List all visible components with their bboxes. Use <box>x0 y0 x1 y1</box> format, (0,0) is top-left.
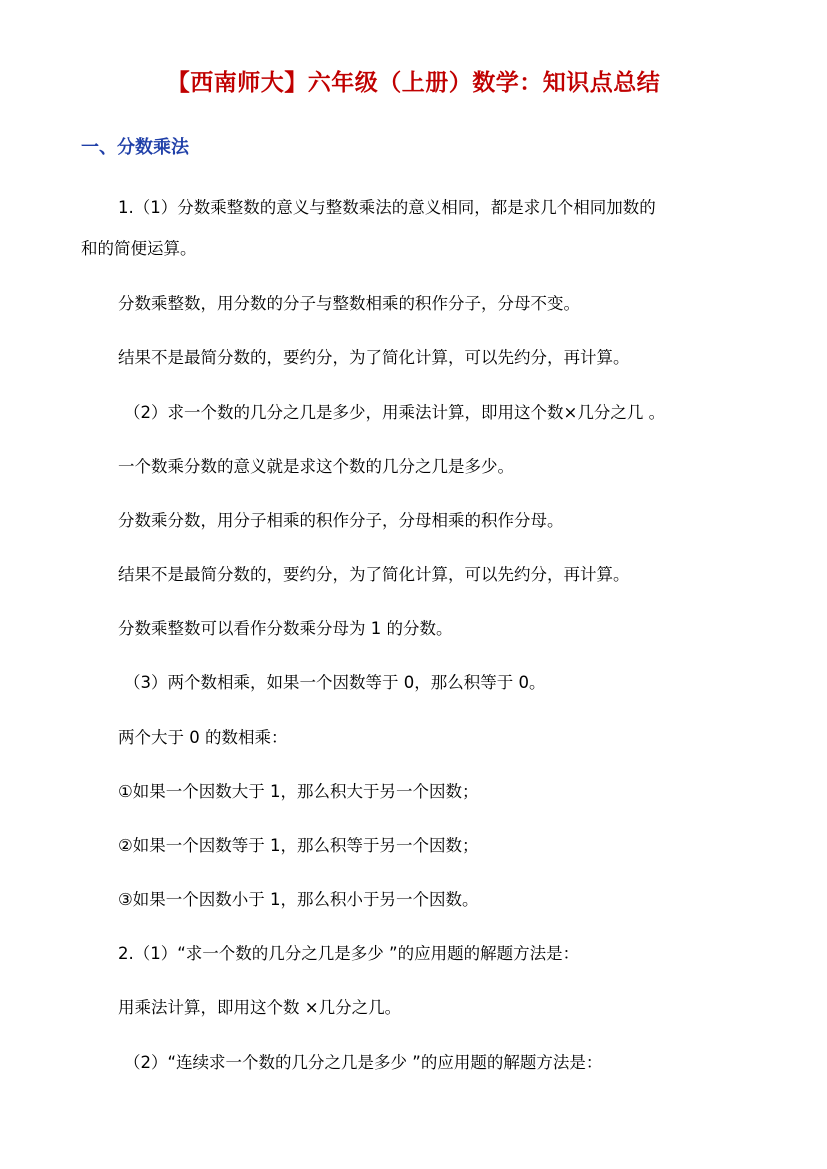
paragraph-line: 和的简便运算。 <box>81 239 197 258</box>
paragraph-line: （2）“连续求一个数的几分之几是多少 ”的应用题的解题方法是： <box>124 1053 603 1072</box>
paragraph-line: ①如果一个因数大于 1，那么积大于另一个因数； <box>118 782 479 801</box>
paragraph-line: ②如果一个因数等于 1，那么积等于另一个因数； <box>118 836 479 855</box>
paragraph-line: 分数乘整数，用分数的分子与整数相乘的积作分子，分母不变。 <box>118 294 580 313</box>
paragraph-line: 分数乘整数可以看作分数乘分母为 1 的分数。 <box>118 619 453 638</box>
document-title: 【西南师大】六年级（上册）数学：知识点总结 <box>166 69 661 96</box>
paragraph-line: 结果不是最简分数的，要约分，为了简化计算，可以先约分，再计算。 <box>118 348 630 367</box>
paragraph-line: 1.（1）分数乘整数的意义与整数乘法的意义相同，都是求几个相同加数的 <box>118 198 656 217</box>
paragraph-line: 分数乘分数，用分子相乘的积作分子，分母相乘的积作分母。 <box>118 511 564 530</box>
paragraph-line: 两个大于 0 的数相乘： <box>118 728 288 747</box>
paragraph-line: （3）两个数相乘，如果一个因数等于 0，那么积等于 0。 <box>124 673 546 692</box>
section-heading: 一、分数乘法 <box>81 137 189 158</box>
paragraph-line: 一个数乘分数的意义就是求这个数的几分之几是多少。 <box>118 457 514 476</box>
paragraph-line: （2）求一个数的几分之几是多少，用乘法计算，即用这个数×几分之几 。 <box>124 403 666 422</box>
paragraph-line: 结果不是最简分数的，要约分，为了简化计算，可以先约分，再计算。 <box>118 565 630 584</box>
paragraph-line: 用乘法计算，即用这个数 ×几分之几。 <box>118 998 402 1017</box>
paragraph-line: ③如果一个因数小于 1，那么积小于另一个因数。 <box>118 890 479 909</box>
paragraph-line: 2.（1）“求一个数的几分之几是多少 ”的应用题的解题方法是： <box>118 944 580 963</box>
